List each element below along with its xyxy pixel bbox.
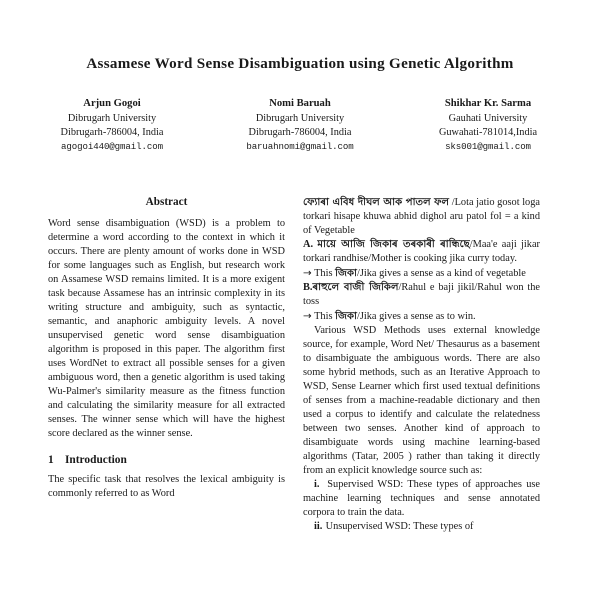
author-affiliation: Gauhati University [448,113,528,125]
author-email[interactable]: baruahnomi@gmail.com [246,141,354,153]
sense-a-gloss: /Jika gives a sense as a kind of vegetable [356,268,526,280]
example-b-gloss: /Rahul e baji jikil/Rahul won the toss [303,282,541,308]
list-text: Supervised WSD: These types of approaches use machine learning techniques and sense annotated corpora to train the data. [303,479,540,519]
example-b-label: B. [303,282,313,294]
section-heading-introduction [48,454,285,466]
author-affiliation: Dibrugarh University [255,113,345,125]
author-affiliation: Dibrugarh University [67,113,157,125]
section-title: Introduction [65,454,127,467]
sense-b [303,309,540,324]
wsd-methods-text: Various WSD Methods uses external knowledge source, for example, Word Net/ Thesaurus as a basement to disambiguate the ambiguous words. There are also some hybrid methods, such as an Iterative Approach to WSD, Sense Learner which first used textual definitions of senses from a machine-readable dictionary and then used a corpus to identify and calculate the relatedness between two senses. Another kind of approach to disambiguate words using machine learning-based algorithms (Tatar, 2005 ) rather than taking it directly from an explicit knowledge source such as: [303,325,540,477]
example-a-label: A. [303,239,314,251]
author-address: Dibrugarh-786004, India [248,126,352,138]
example-a [303,238,540,266]
author-entry [220,97,380,153]
arrow-icon: → [303,310,312,323]
two-column-body [0,196,600,534]
author-address: Dibrugarh-786004, India [60,126,164,138]
sense-a-prefix: This [314,268,333,280]
example-b [303,281,540,309]
page-title: Assamese Word Sense Disambiguation using Genetic Algorithm [86,56,514,72]
author-block [0,97,600,153]
author-email[interactable]: agogoi440@gmail.com [61,141,163,153]
sense-b-prefix: This [314,311,333,323]
section-number: 1 [48,454,54,467]
example-a-gloss: /Maa'e aaji jikar torkari randhise/Mother is cooking jika curry today. [303,239,541,265]
author-name: Arjun Gogoi [83,98,141,110]
author-name: Nomi Baruah [269,98,331,110]
example-a-assamese: মায়ে আজি জিকাৰ তৰকাৰী ৰান্ধিছে [317,239,470,251]
author-address: Guwahati-781014,India [438,126,538,138]
example-b-assamese: ৰাহুলে বাজী জিকিল [312,282,399,294]
introduction-text: The specific task that resolves the lexical ambiguity is commonly referred to as Word [48,474,285,500]
abstract-heading: Abstract [145,196,188,208]
sense-a [303,266,540,281]
abstract-text: Word sense disambiguation (WSD) is a problem to determine a word according to the context in which it occurs. There are plenty amount of works done in WSD for some languages such as English, but research work on Assamese WSD remains limited. It is a more exigent task because Assamese has an intrinsic complexity in its writing structure and ambiguity, such as syntactic, semantic, and anaphoric ambiguity levels. A novel unsupervised genetic word sense disambiguation algorithm is proposed in this paper. The algorithm first uses WordNet to extract all possible senses for a given ambiguous word, then a genetic algorithm is used taking Wu-Palmer's similarity measure as the fitness function and calculating the similarity measure for all extracted senses. The winner sense which will have the highest score declared as the winner sense. [48,218,285,440]
right-column [303,196,540,534]
author-name: Shikhar Kr. Sarma [444,98,532,110]
list-marker: ii. [314,521,323,533]
list-item [303,520,540,534]
example-zero-assamese: ফ্যোৰা এবিধ দীঘল আক পাতল ফল [303,197,450,208]
left-column [48,196,285,534]
example-zero [303,196,540,238]
list-item [303,478,540,520]
example-zero-gloss: /Lota jatio gosot loga torkari hisape khuwa abhid dighol aru patol fol = a kind of Vegetable [303,197,540,237]
list-text: Unsupervised WSD: These types of [325,521,474,533]
sense-a-assamese: জিকা [335,268,357,280]
sense-b-assamese: জিকা [335,311,357,323]
author-email[interactable]: sks001@gmail.com [445,141,531,153]
sense-b-gloss: /Jika gives a sense as to win. [356,311,476,323]
author-entry [408,97,568,153]
author-entry [32,97,192,153]
arrow-icon: → [303,267,312,280]
list-marker: i. [314,479,320,491]
